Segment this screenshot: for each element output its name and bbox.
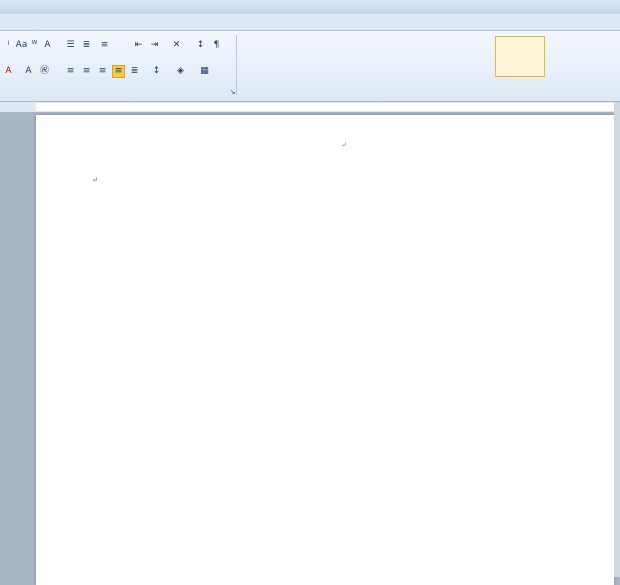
group-separator [236,35,237,95]
line-spacing-icon[interactable]: ↕ [152,66,161,76]
char-border-icon[interactable]: A [44,40,51,50]
numbering-icon[interactable]: ≣ [82,40,91,50]
window-title-bar [0,0,620,14]
style-normal[interactable] [495,36,545,77]
align-right-icon[interactable]: ≡ [98,66,107,76]
style-subtitle[interactable] [344,36,394,77]
style-emphasis[interactable] [394,36,444,77]
borders-icon[interactable]: ▦ [200,66,209,76]
char-shading-icon[interactable]: A [25,66,32,76]
show-marks-icon[interactable]: ¶ [213,40,220,50]
ruler-track [36,103,614,111]
align-left-icon[interactable]: ≡ [66,66,75,76]
align-center-icon[interactable]: ≡ [82,66,91,76]
chinese-layout-icon[interactable]: ✕ [172,40,181,50]
ribbon [0,31,620,102]
ribbon-tab-bar [0,14,620,31]
style-no-spacing[interactable] [547,36,597,77]
multilevel-list-icon[interactable]: ≡ [100,40,109,50]
decrease-indent-icon[interactable]: ⇤ [134,40,143,50]
enclose-char-icon[interactable]: ㊗ [39,66,49,76]
increase-indent-icon[interactable]: ⇥ [150,40,159,50]
phonetic-guide-icon[interactable]: ᵂ [31,40,38,50]
style-subtle[interactable] [597,36,620,77]
style-heading-1[interactable] [292,36,342,77]
style-title[interactable] [242,36,292,77]
sort-icon[interactable]: ↕ [196,40,205,50]
vertical-scrollbar[interactable] [614,102,620,577]
font-size-icon[interactable]: ʲ [7,40,10,50]
document-title: ↵ [341,141,347,149]
document-page[interactable] [36,115,614,585]
shading-icon[interactable]: ◈ [177,66,184,76]
font-color-icon[interactable]: A [5,66,12,76]
distributed-icon[interactable]: ≣ [130,66,139,76]
justify-icon[interactable]: ≡ [112,65,125,78]
section-heading: ↵ [92,175,98,184]
bullets-icon[interactable]: ☰ [66,40,75,50]
change-case-icon[interactable]: Aa [15,40,28,50]
paragraph-dialog-launcher-icon[interactable]: ↘ [229,88,236,96]
style-strong[interactable] [444,36,494,77]
horizontal-ruler[interactable] [0,102,620,113]
